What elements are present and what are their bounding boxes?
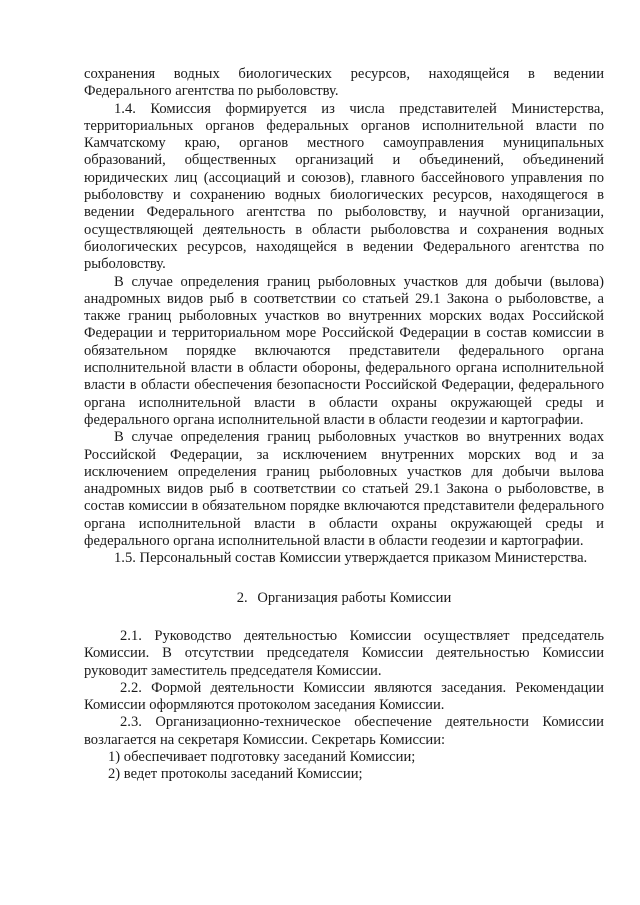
paragraph-2-1-leadership: 2.1. Руководство деятельностью Комиссии осуществляет председатель Комиссии. В отсутствии председателя Комиссии деятельностью Комиссии руководит заместитель председателя Комиссии. [84, 627, 604, 679]
list-item: 1) обеспечивает подготовку заседаний Комиссии; [108, 748, 416, 765]
paragraph-1-4-commission-composition: 1.4. Комиссия формируется из числа представителей Министерства, территориальных органов федеральных органов исполнительной власти по Камчатскому краю, органов местного самоуправления муниципальных образований, общественных организаций и объединений, объединений юридических лиц (ассоциаций и союзов), главного бассейнового управления по рыболовству и сохранению водных биологических ресурсов, находящегося в ведении Федерального агентства по рыболовству, и научной организации, осуществляющей деятельность в области рыболовства и сохранения водных биологических ресурсов, находящейся в ведении Федерального агентства по рыболовству. [84, 100, 604, 273]
list-item: 2) ведет протоколы заседаний Комиссии; [108, 766, 363, 783]
section-title: Организация работы Комиссии [257, 589, 452, 606]
paragraph-inland-waters: В случае определения границ рыболовных участков во внутренних водах Российской Федерации, за исключением внутренних морских вод и за исключением определения границ рыболовных участков для добычи вылова анадромных видов рыб в соответствии со статьей 29.1 Закона о рыболовстве, в состав комиссии в обязательном порядке включаются представители федерального органа исполнительной власти в области охраны окружающей среды и федерального органа исполнительной власти в области геодезии и картографии. [84, 429, 604, 550]
section-heading [84, 590, 604, 607]
paragraph-continuation: сохранения водных биологических ресурсов, находящейся в ведении Федерального агентства по рыболовству. [84, 66, 604, 100]
paragraph-anadromous-fish: В случае определения границ рыболовных участков для добычи (вылова) анадромных видов рыб в соответствии со статьей 29.1 Закона о рыболовстве, а также границ рыболовных участков во внутренних морских водах Российской Федерации и территориальном море Российской Федерации в состав комиссии в обязательном порядке включаются представители федерального органа исполнительной власти в области обороны, федерального органа исполнительной власти в области обеспечения безопасности Российской Федерации, федерального органа исполнительной власти в области охраны окружающей среды и федерального органа исполнительной власти в области геодезии и картографии. [84, 273, 604, 428]
paragraph-1-5-personnel: 1.5. Персональный состав Комиссии утверждается приказом Министерства. [114, 550, 588, 567]
document-page [84, 66, 604, 784]
paragraph-2-3-secretary: 2.3. Организационно-техническое обеспечение деятельности Комиссии возлагается на секретаря Комиссии. Секретарь Комиссии: [84, 714, 604, 748]
paragraph-2-2-meetings: 2.2. Формой деятельности Комиссии являются заседания. Рекомендации Комиссии оформляются протоколом заседания Комиссии. [84, 679, 604, 714]
section-number: 2. [236, 589, 248, 606]
